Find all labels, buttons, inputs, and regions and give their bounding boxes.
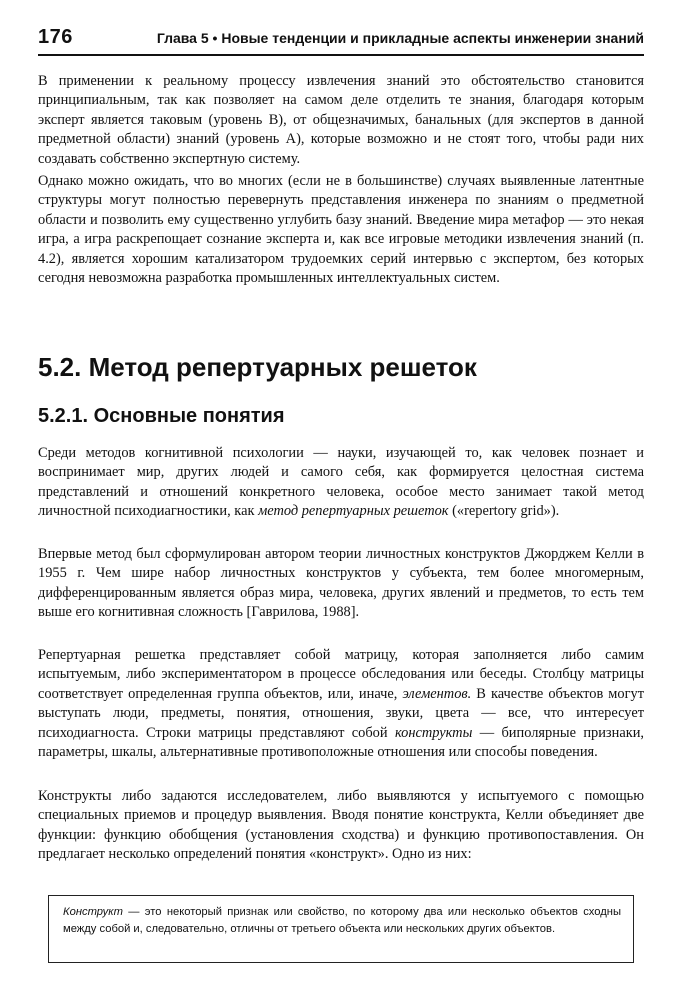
subsection-title: 5.2.1. Основные понятия xyxy=(38,405,285,427)
definition-box xyxy=(48,895,634,963)
paragraph-3 xyxy=(38,444,644,522)
paragraph-5-text-a: Репертуарная решетка представляет собой матрицу, которая заполняется либо самим испытуемым, либо экспериментатором в процессе обследования или беседы. Столбцу матрицы соответствует определенная группа объектов, или, иначе, xyxy=(38,647,644,702)
paragraph-5 xyxy=(38,646,644,762)
term-elements: элементов. xyxy=(402,685,472,702)
paragraph-1: В применении к реальному процессу извлечения знаний это обстоятельство становится принципиальным, так как позволяет на самом деле отделить те знания, благодаря которым эксперт является таковым (уровень В), от общезначимых, банальных (для экспертов в данной предметной области) знаний (уровень А), которые возможно и не стоят того, чтобы ради них создавать собственно экспертную систему. xyxy=(38,73,644,167)
term-repertory-grid: метод репертуарных решеток xyxy=(258,503,449,520)
page-header xyxy=(38,26,644,56)
paragraph-3-text-a: Среди методов когнитивной психологии — науки, изучающей то, как человек познает и воспринимает мир, других людей и самого себя, как формируется целостная система представлений и отношений конкретного человека, особое место занимает такой метод личностной психодиагностики, как xyxy=(38,445,644,520)
definition-term: Конструкт xyxy=(63,906,123,918)
paragraph-3-text-b: («repertory grid»). xyxy=(448,503,560,520)
paragraph-2: Однако можно ожидать, что во многих (если не в большинстве) случаях выявленные латентные структуры могут полностью перевернуть представления инженера по знаниям о предметной области и позволить ему существенно углубить базу знаний. Введение мира метафор — это некая игра, а игра раскрепощает сознание эксперта и, как все игровые методики извлечения знаний (п. 4.2), является хорошим катализатором трудоемких серий интервью с экспертом, без которых сегодня невозможна разработка промышленных интеллектуальных систем. xyxy=(38,173,644,287)
paragraph-5-text-b: В качестве объектов могут выступать люди, предметы, понятия, отношения, звуки, цвета — все, что интересует психодиагноста. Строки матрицы представляют собой xyxy=(38,685,644,741)
running-head: Глава 5 • Новые тенденции и прикладные аспекты инженерии знаний xyxy=(156,30,644,46)
term-constructs: конструкты xyxy=(394,724,473,741)
paragraph-5-text-c: — биполярные признаки, параметры, шкалы, альтернативные противоположные отношения или способы поведения. xyxy=(38,724,644,761)
paragraph-4: Впервые метод был сформулирован автором теории личностных конструктов Джорджем Келли в 1955 г. Чем шире набор личностных конструктов у субъекта, тем более многомерным, дифференцированным является образ мира, человека, других явлений и предметов, то есть тем выше его когнитивная сложность [Гаврилова, 1988]. xyxy=(38,546,644,621)
definition-body: — это некоторый признак или свойство, по которому два или несколько объектов сходны между собой и, следовательно, отличны от третьего объекта или нескольких других объектов. xyxy=(63,906,621,935)
page-number: 176 xyxy=(38,26,73,48)
section-title: 5.2. Метод репертуарных решеток xyxy=(38,352,477,382)
definition-text xyxy=(63,904,621,938)
paragraph-6: Конструкты либо задаются исследователем, либо выявляются у испытуемого с помощью специальных приемов и процедур выявления. Вводя понятие конструкта, Келли объединяет две функции: функцию обобщения (установления сходства) и функцию противопоставления. Он предлагает несколько определений понятия «конструкт». Одно из них: xyxy=(38,788,644,863)
